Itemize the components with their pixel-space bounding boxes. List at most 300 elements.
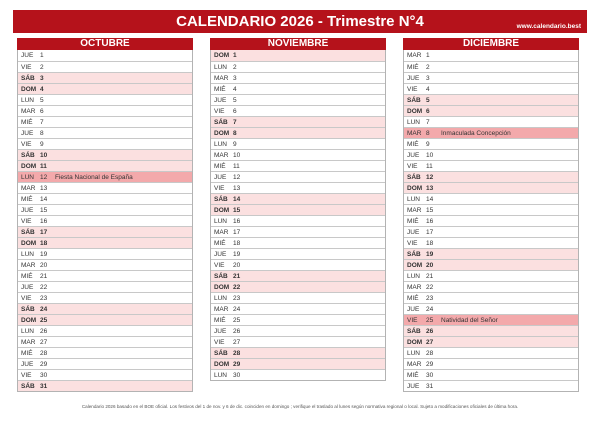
day-number: 2 xyxy=(40,64,44,71)
holiday-label xyxy=(53,216,55,226)
weekday-label: LUN xyxy=(407,350,421,357)
day-row xyxy=(404,237,578,248)
day-row xyxy=(211,50,385,61)
weekday-label: VIE xyxy=(21,64,32,71)
holiday-label xyxy=(53,73,55,83)
day-row xyxy=(211,138,385,149)
holiday-label xyxy=(53,106,55,116)
day-number: 27 xyxy=(40,339,48,346)
day-number: 26 xyxy=(40,328,48,335)
day-number: 22 xyxy=(426,284,434,291)
holiday-label xyxy=(439,95,441,105)
day-number: 11 xyxy=(426,163,433,170)
title-banner xyxy=(13,10,587,33)
holiday-label xyxy=(246,183,248,193)
day-number: 24 xyxy=(40,306,48,313)
holiday-label xyxy=(246,117,248,127)
day-row xyxy=(18,248,192,259)
weekday-label: VIE xyxy=(21,372,32,379)
day-number: 29 xyxy=(40,361,48,368)
holiday-label xyxy=(439,205,441,215)
weekday-label: DOM xyxy=(21,86,37,93)
day-row xyxy=(211,83,385,94)
weekday-label: LUN xyxy=(407,273,421,280)
day-row xyxy=(18,226,192,237)
day-row xyxy=(404,193,578,204)
weekday-label: MIÉ xyxy=(214,317,226,324)
weekday-label: MAR xyxy=(214,229,229,236)
day-row xyxy=(404,105,578,116)
holiday-label xyxy=(439,370,441,380)
day-row xyxy=(404,380,578,391)
holiday-label xyxy=(439,381,441,391)
day-number: 10 xyxy=(40,152,48,159)
day-row xyxy=(211,325,385,336)
weekday-label: DOM xyxy=(21,240,37,247)
day-number: 31 xyxy=(40,383,48,390)
day-number: 28 xyxy=(426,350,434,357)
weekday-label: DOM xyxy=(407,339,423,346)
day-number: 19 xyxy=(40,251,48,258)
day-number: 30 xyxy=(40,372,48,379)
day-number: 6 xyxy=(233,108,237,115)
weekday-label: MIÉ xyxy=(407,372,419,379)
holiday-label xyxy=(246,238,248,248)
month-header: DICIEMBRE xyxy=(403,38,579,50)
holiday-label xyxy=(246,95,248,105)
holiday-label xyxy=(53,183,55,193)
day-row xyxy=(211,215,385,226)
day-row xyxy=(404,204,578,215)
holiday-label xyxy=(246,84,248,94)
weekday-label: VIE xyxy=(21,141,32,148)
day-row xyxy=(404,292,578,303)
day-row xyxy=(404,83,578,94)
holiday-label xyxy=(246,282,248,292)
weekday-label: MIÉ xyxy=(21,350,33,357)
weekday-label: MAR xyxy=(21,108,36,115)
weekday-label: JUE xyxy=(407,229,420,236)
day-row xyxy=(404,248,578,259)
day-number: 8 xyxy=(40,130,44,137)
day-number: 18 xyxy=(233,240,241,247)
day-number: 18 xyxy=(40,240,48,247)
day-number: 11 xyxy=(40,163,47,170)
day-row xyxy=(211,105,385,116)
day-number: 9 xyxy=(40,141,44,148)
day-row xyxy=(404,347,578,358)
weekday-label: MAR xyxy=(21,185,36,192)
day-number: 15 xyxy=(233,207,241,214)
day-row xyxy=(404,61,578,72)
holiday-label xyxy=(246,315,248,325)
day-row xyxy=(211,149,385,160)
weekday-label: MIÉ xyxy=(407,64,419,71)
day-number: 9 xyxy=(233,141,237,148)
day-row xyxy=(18,182,192,193)
day-row xyxy=(18,94,192,105)
day-number: 4 xyxy=(40,86,44,93)
holiday-label xyxy=(53,227,55,237)
day-number: 14 xyxy=(233,196,241,203)
holiday-label xyxy=(439,359,441,369)
weekday-label: SÁB xyxy=(21,75,35,82)
weekday-label: VIE xyxy=(407,240,418,247)
day-row xyxy=(211,61,385,72)
day-number: 14 xyxy=(40,196,48,203)
holiday-label xyxy=(246,194,248,204)
holiday-label xyxy=(246,293,248,303)
day-number: 8 xyxy=(426,130,430,137)
holiday-label xyxy=(439,183,441,193)
weekday-label: DOM xyxy=(214,130,230,137)
weekday-label: DOM xyxy=(407,262,423,269)
holiday-label xyxy=(246,304,248,314)
day-row xyxy=(211,358,385,369)
holiday-label xyxy=(246,73,248,83)
holiday-label: Inmaculada Concepción xyxy=(441,130,511,137)
weekday-label: DOM xyxy=(407,185,423,192)
day-row xyxy=(404,50,578,61)
day-number: 13 xyxy=(426,185,434,192)
day-row xyxy=(18,259,192,270)
day-row xyxy=(404,127,578,138)
weekday-label: LUN xyxy=(407,196,421,203)
weekday-label: VIE xyxy=(21,218,32,225)
day-row xyxy=(404,149,578,160)
weekday-label: DOM xyxy=(407,108,423,115)
day-row xyxy=(18,160,192,171)
weekday-label: MAR xyxy=(21,339,36,346)
weekday-label: MAR xyxy=(407,361,422,368)
holiday-label xyxy=(439,249,441,259)
weekday-label: MIÉ xyxy=(21,196,33,203)
holiday-label xyxy=(53,359,55,369)
day-number: 4 xyxy=(426,86,430,93)
day-number: 29 xyxy=(426,361,434,368)
weekday-label: MIÉ xyxy=(407,141,419,148)
day-list xyxy=(210,50,386,381)
day-number: 21 xyxy=(233,273,241,280)
day-row xyxy=(404,303,578,314)
day-row xyxy=(404,336,578,347)
weekday-label: SÁB xyxy=(21,152,35,159)
day-number: 7 xyxy=(40,119,44,126)
day-list xyxy=(403,50,579,392)
day-row xyxy=(404,325,578,336)
holiday-label xyxy=(439,62,441,72)
weekday-label: LUN xyxy=(407,119,421,126)
weekday-label: LUN xyxy=(214,64,228,71)
day-row xyxy=(18,336,192,347)
day-number: 12 xyxy=(233,174,241,181)
day-row xyxy=(404,116,578,127)
weekday-label: MIÉ xyxy=(214,163,226,170)
day-number: 25 xyxy=(233,317,241,324)
day-row xyxy=(18,50,192,61)
day-number: 10 xyxy=(233,152,241,159)
weekday-label: MIÉ xyxy=(407,218,419,225)
weekday-label: JUE xyxy=(407,152,420,159)
day-number: 20 xyxy=(40,262,48,269)
day-row xyxy=(18,116,192,127)
holiday-label xyxy=(53,315,55,325)
page-title: CALENDARIO 2026 - Trimestre N°4 xyxy=(176,13,424,30)
holiday-label xyxy=(246,139,248,149)
day-row xyxy=(18,325,192,336)
weekday-label: SÁB xyxy=(21,383,35,390)
holiday-label xyxy=(246,359,248,369)
day-number: 30 xyxy=(233,372,241,379)
weekday-label: MAR xyxy=(407,207,422,214)
weekday-label: MIÉ xyxy=(407,295,419,302)
holiday-label xyxy=(53,62,55,72)
day-number: 19 xyxy=(233,251,241,258)
holiday-label xyxy=(246,172,248,182)
day-number: 4 xyxy=(233,86,237,93)
weekday-label: JUE xyxy=(214,251,227,258)
day-row xyxy=(404,215,578,226)
day-row xyxy=(18,292,192,303)
holiday-label xyxy=(53,249,55,259)
holiday-label xyxy=(53,50,55,61)
site-url: www.calendario.best xyxy=(516,23,581,30)
day-row xyxy=(18,72,192,83)
holiday-label xyxy=(53,139,55,149)
holiday-label xyxy=(439,50,441,61)
holiday-label xyxy=(439,161,441,171)
month-december xyxy=(403,38,579,392)
holiday-label xyxy=(53,381,55,391)
day-number: 7 xyxy=(426,119,430,126)
day-number: 5 xyxy=(40,97,44,104)
day-row xyxy=(211,94,385,105)
holiday-label xyxy=(246,337,248,347)
day-number: 13 xyxy=(40,185,48,192)
holiday-label xyxy=(53,326,55,336)
day-row xyxy=(404,281,578,292)
weekday-label: JUE xyxy=(407,306,420,313)
holiday-label xyxy=(53,304,55,314)
weekday-label: MIÉ xyxy=(214,240,226,247)
day-row xyxy=(211,336,385,347)
weekday-label: LUN xyxy=(214,141,228,148)
day-number: 23 xyxy=(40,295,48,302)
weekday-label: JUE xyxy=(214,174,227,181)
day-row xyxy=(404,72,578,83)
day-row xyxy=(211,347,385,358)
day-number: 3 xyxy=(233,75,237,82)
day-row xyxy=(18,105,192,116)
day-number: 16 xyxy=(426,218,434,225)
day-row xyxy=(211,259,385,270)
day-row xyxy=(404,358,578,369)
day-row xyxy=(211,127,385,138)
weekday-label: DOM xyxy=(214,284,230,291)
day-row xyxy=(211,281,385,292)
holiday-label xyxy=(246,326,248,336)
day-row xyxy=(18,61,192,72)
month-header: OCTUBRE xyxy=(17,38,193,50)
holiday-label xyxy=(246,260,248,270)
holiday-label xyxy=(246,216,248,226)
weekday-label: VIE xyxy=(407,317,418,324)
weekday-label: SÁB xyxy=(407,251,421,258)
day-number: 11 xyxy=(233,163,240,170)
weekday-label: MAR xyxy=(214,75,229,82)
holiday-label xyxy=(439,106,441,116)
holiday-label xyxy=(439,216,441,226)
day-row xyxy=(18,127,192,138)
day-row xyxy=(404,226,578,237)
holiday-label xyxy=(53,117,55,127)
weekday-label: LUN xyxy=(214,372,228,379)
day-row xyxy=(211,248,385,259)
day-number: 24 xyxy=(426,306,434,313)
day-row xyxy=(211,160,385,171)
holiday-label xyxy=(439,348,441,358)
holiday-label xyxy=(246,50,248,61)
day-number: 9 xyxy=(426,141,430,148)
day-row xyxy=(18,171,192,182)
weekday-label: MAR xyxy=(214,306,229,313)
holiday-label xyxy=(439,150,441,160)
day-number: 21 xyxy=(40,273,48,280)
day-row xyxy=(404,171,578,182)
holiday-label xyxy=(246,271,248,281)
holiday-label xyxy=(246,348,248,358)
day-row xyxy=(211,292,385,303)
holiday-label xyxy=(246,249,248,259)
day-row xyxy=(211,369,385,380)
day-row xyxy=(18,347,192,358)
day-row xyxy=(211,72,385,83)
day-row xyxy=(18,369,192,380)
day-row xyxy=(18,83,192,94)
holiday-label xyxy=(246,205,248,215)
day-number: 23 xyxy=(233,295,241,302)
day-row xyxy=(211,226,385,237)
weekday-label: LUN xyxy=(21,251,35,258)
weekday-label: SÁB xyxy=(214,350,228,357)
day-number: 13 xyxy=(233,185,241,192)
weekday-label: MAR xyxy=(407,52,422,59)
day-row xyxy=(211,171,385,182)
weekday-label: DOM xyxy=(214,52,230,59)
day-row xyxy=(18,314,192,325)
day-number: 30 xyxy=(426,372,434,379)
day-number: 28 xyxy=(233,350,241,357)
day-row xyxy=(211,193,385,204)
day-number: 22 xyxy=(233,284,241,291)
day-number: 15 xyxy=(40,207,48,214)
weekday-label: VIE xyxy=(407,163,418,170)
day-row xyxy=(404,94,578,105)
weekday-label: DOM xyxy=(21,163,37,170)
day-number: 8 xyxy=(233,130,237,137)
day-number: 15 xyxy=(426,207,434,214)
weekday-label: JUE xyxy=(21,52,34,59)
weekday-label: JUE xyxy=(21,130,34,137)
day-row xyxy=(211,116,385,127)
weekday-label: VIE xyxy=(21,295,32,302)
weekday-label: MAR xyxy=(407,284,422,291)
holiday-label xyxy=(439,73,441,83)
holiday-label xyxy=(246,161,248,171)
day-row xyxy=(18,281,192,292)
holiday-label xyxy=(439,271,441,281)
day-number: 22 xyxy=(40,284,48,291)
day-number: 5 xyxy=(233,97,237,104)
holiday-label xyxy=(53,194,55,204)
weekday-label: JUE xyxy=(407,383,420,390)
holiday-label xyxy=(53,238,55,248)
day-row xyxy=(211,204,385,215)
weekday-label: SÁB xyxy=(214,196,228,203)
day-number: 27 xyxy=(233,339,241,346)
holiday-label xyxy=(246,128,248,138)
holiday-label xyxy=(53,95,55,105)
holiday-label xyxy=(53,293,55,303)
weekday-label: JUE xyxy=(407,75,420,82)
weekday-label: JUE xyxy=(21,284,34,291)
month-header: NOVIEMBRE xyxy=(210,38,386,50)
holiday-label xyxy=(439,172,441,182)
day-row xyxy=(18,215,192,226)
day-row xyxy=(211,314,385,325)
holiday-label xyxy=(246,227,248,237)
weekday-label: SÁB xyxy=(214,119,228,126)
day-row xyxy=(18,193,192,204)
day-number: 17 xyxy=(426,229,434,236)
weekday-label: SÁB xyxy=(407,174,421,181)
weekday-label: MAR xyxy=(21,262,36,269)
holiday-label xyxy=(439,194,441,204)
holiday-label xyxy=(53,128,55,138)
footer-note: Calendario 2026 basado en el BOE oficial. Los festivos del 1 de nov. y 6 de dic. coinciden en domingo ; verifique el traslado al lunes según normativa regional o local. Sujeto a modificaciones oficiales de última hora. xyxy=(81,404,519,409)
holiday-label xyxy=(246,150,248,160)
weekday-label: JUE xyxy=(214,97,227,104)
weekday-label: DOM xyxy=(214,361,230,368)
holiday-label xyxy=(53,271,55,281)
weekday-label: VIE xyxy=(407,86,418,93)
weekday-label: SÁB xyxy=(407,328,421,335)
day-number: 19 xyxy=(426,251,434,258)
weekday-label: LUN xyxy=(21,174,35,181)
day-list xyxy=(17,50,193,392)
day-number: 1 xyxy=(40,52,44,59)
weekday-label: DOM xyxy=(21,317,37,324)
holiday-label: Fiesta Nacional de España xyxy=(55,174,133,181)
weekday-label: LUN xyxy=(21,328,35,335)
day-number: 12 xyxy=(40,174,48,181)
day-number: 5 xyxy=(426,97,430,104)
holiday-label xyxy=(439,304,441,314)
holiday-label xyxy=(439,337,441,347)
holiday-label xyxy=(53,84,55,94)
day-row xyxy=(404,369,578,380)
day-number: 17 xyxy=(233,229,241,236)
day-number: 21 xyxy=(426,273,434,280)
holiday-label xyxy=(246,370,248,380)
weekday-label: SÁB xyxy=(214,273,228,280)
weekday-label: MAR xyxy=(407,130,422,137)
day-number: 6 xyxy=(426,108,430,115)
holiday-label xyxy=(53,348,55,358)
weekday-label: LUN xyxy=(21,97,35,104)
day-number: 25 xyxy=(426,317,434,324)
day-number: 16 xyxy=(40,218,48,225)
